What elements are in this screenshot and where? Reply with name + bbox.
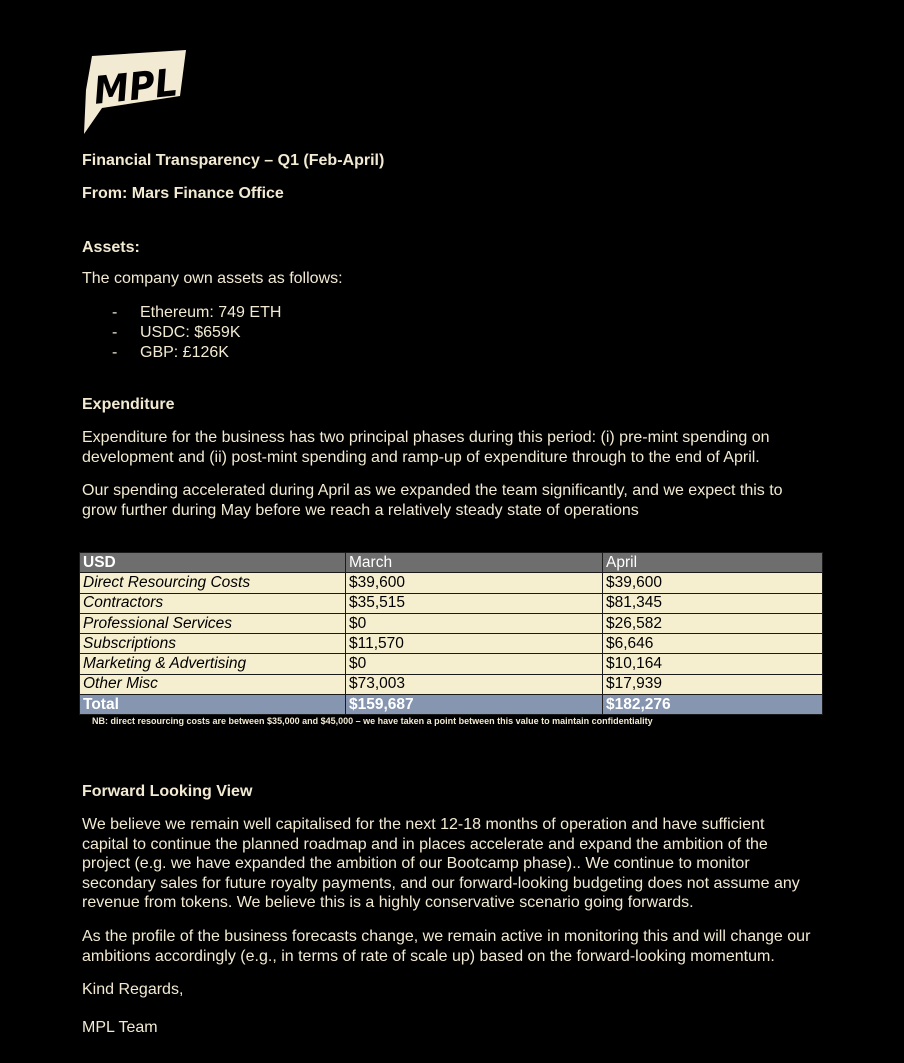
table-row bbox=[80, 593, 823, 613]
april-value: $6,646 bbox=[603, 634, 823, 654]
row-label: Professional Services bbox=[80, 613, 346, 633]
table-total-row bbox=[80, 695, 823, 715]
table-row bbox=[80, 613, 823, 633]
asset-item-text: Ethereum: 749 ETH bbox=[140, 304, 282, 321]
march-value: $0 bbox=[346, 613, 603, 633]
table-header-row bbox=[80, 553, 823, 573]
column-header-march: March bbox=[346, 553, 603, 573]
march-value: $39,600 bbox=[346, 573, 603, 593]
signoff-team: MPL Team bbox=[82, 1019, 158, 1036]
assets-heading: Assets: bbox=[82, 239, 140, 256]
total-label: Total bbox=[80, 695, 346, 715]
april-value: $10,164 bbox=[603, 654, 823, 674]
asset-item-text: GBP: £126K bbox=[140, 344, 229, 361]
expenditure-paragraph-1: Expenditure for the business has two principal phases during this period: (i) pre-mint spending on development and (ii) post-mint spending and ramp-up of expenditure through to the end of April. bbox=[82, 429, 770, 466]
april-value: $17,939 bbox=[603, 674, 823, 694]
forward-paragraph-2: As the profile of the business forecasts change, we remain active in monitoring this and will change our ambitions accordingly (e.g., in terms of rate of scale up) based on the forward-looking momentum. bbox=[82, 928, 811, 965]
april-value: $39,600 bbox=[603, 573, 823, 593]
march-value: $73,003 bbox=[346, 674, 603, 694]
forward-paragraph-1: We believe we remain well capitalised for the next 12-18 months of operation and have sufficient capital to continue the planned roadmap and in places accelerate and expand the ambition of the project (e.g. we have expanded the ambition of our Bootcamp phase).. We continue to monitor secondary sales for future royalty payments, and our forward-looking budgeting does not assume any revenue from tokens. We believe this is a highly conservative scenario going forwards. bbox=[82, 816, 800, 911]
svg-text:MPL: MPL bbox=[91, 59, 186, 113]
row-label: Other Misc bbox=[80, 674, 346, 694]
column-header-april: April bbox=[603, 553, 823, 573]
table-footnote: NB: direct resourcing costs are between $35,000 and $45,000 – we have taken a point between this value to maintain confidentiality bbox=[92, 716, 653, 726]
total-march: $159,687 bbox=[346, 695, 603, 715]
mpl-logo bbox=[82, 50, 188, 136]
april-value: $26,582 bbox=[603, 613, 823, 633]
april-value: $81,345 bbox=[603, 593, 823, 613]
assets-list bbox=[82, 303, 281, 363]
bullet-dash: - bbox=[112, 324, 118, 341]
signoff-greeting: Kind Regards, bbox=[82, 981, 184, 998]
march-value: $35,515 bbox=[346, 593, 603, 613]
expenditure-heading: Expenditure bbox=[82, 396, 175, 413]
from-line: From: Mars Finance Office bbox=[82, 185, 284, 202]
expenditure-table bbox=[79, 552, 823, 715]
asset-item-text: USDC: $659K bbox=[140, 324, 241, 341]
total-april: $182,276 bbox=[603, 695, 823, 715]
mpl-logo-graphic bbox=[82, 50, 188, 136]
expenditure-paragraph-2: Our spending accelerated during April as we expanded the team significantly, and we expect this to grow further during May before we reach a relatively steady state of operations bbox=[82, 482, 783, 519]
bullet-dash: - bbox=[112, 304, 118, 321]
table-row bbox=[80, 573, 823, 593]
assets-intro: The company own assets as follows: bbox=[82, 270, 343, 287]
list-item bbox=[82, 323, 281, 343]
row-label: Direct Resourcing Costs bbox=[80, 573, 346, 593]
row-label: Contractors bbox=[80, 593, 346, 613]
row-label: Subscriptions bbox=[80, 634, 346, 654]
list-item bbox=[82, 303, 281, 323]
table-row bbox=[80, 654, 823, 674]
table-row bbox=[80, 634, 823, 654]
column-header-usd: USD bbox=[80, 553, 346, 573]
march-value: $0 bbox=[346, 654, 603, 674]
list-item bbox=[82, 343, 281, 363]
forward-heading: Forward Looking View bbox=[82, 783, 253, 800]
table-row bbox=[80, 674, 823, 694]
bullet-dash: - bbox=[112, 344, 118, 361]
march-value: $11,570 bbox=[346, 634, 603, 654]
page-title: Financial Transparency – Q1 (Feb-April) bbox=[82, 152, 385, 169]
row-label: Marketing & Advertising bbox=[80, 654, 346, 674]
